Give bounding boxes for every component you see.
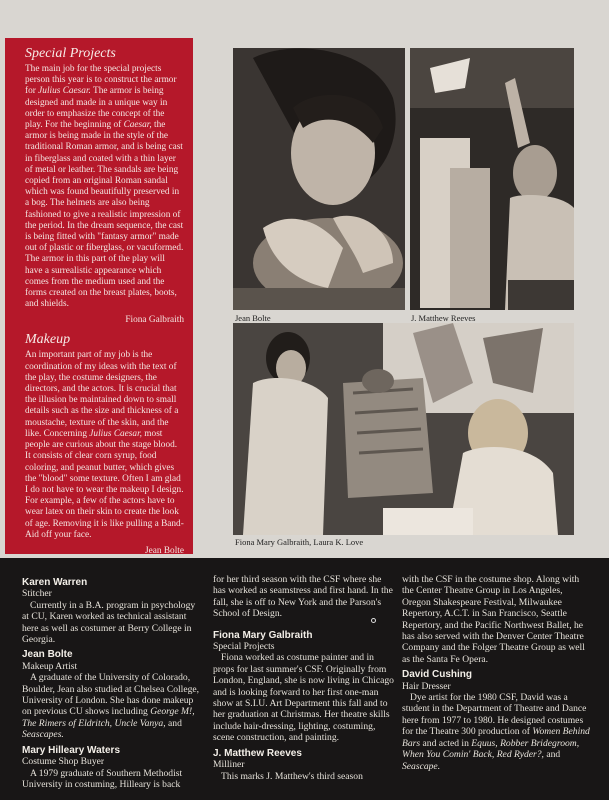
bios-column-1 [22, 573, 204, 790]
bio-text-fiona: Fiona worked as costume painter and in props for last summer's CSF. Originally from London, England, she is now living in Chicago and is looking forward to her first one-man show at S.I.U. Art Department this fall and to her graduation at Christmas. Her theatre skills include hair-dressing, lighting, costuming, scene construction, and painting. [213, 652, 394, 744]
bios-column-3 [402, 574, 590, 772]
caption-photo-3: Fiona Mary Galbraith, Laura K. Love [235, 537, 364, 547]
special-projects-text: The main job for the special projects person this year is to construct the armor for Julius Caesar. The armor is being designed and made in a unique way in order to emphasize the concept of the play. For the beginning of Caesar, the armor is being made in the style of the traditional Roman armor, and is being cast in fiberglass and coated with a thin layer of metal or leather. The sandals are being copied from an original Roman sandal which was found beautifully preserved in a bog. The helmets are also being fashioned to give a realistic impression of the period. In the dream sequence, the cast is being fitted with "fantasy armor" made out of plastic or fiberglass, or vacuformed. The armor in this part of the play will have a surrealistic appearance which comes from the medium used and the forms created on the breast plates, boots, and shields. [25, 64, 184, 310]
makeup-text: An important part of my job is the coordination of my ideas with the text of the play, the costume designers, the directors, and the actors. It is crucial that the illusion be maintained down to small details such as the size and thickness of a moustache, texture of the skin, and the like. Concerning Julius Caesar, most people are curious about the stage blood. It consists of clear corn syrup, food coloring, and peanut butter, which gives the "blood" some texture. Often I am glad I do not have to wear the makeup I design. For example, a few of the actors have to wear latex on their skin to create the look of age. Removing it is like pulling a Band-Aid off your face. [25, 350, 184, 540]
bio-text-mary-a: A 1979 graduate of Southern Methodist University in costuming, Hilleary is back [22, 767, 183, 790]
bio-text-matthew-a: This marks J. Matthew's third season [221, 770, 363, 782]
bio-role-david: Hair Dresser [402, 680, 451, 692]
bio-text-jean: A graduate of the University of Colorado, Boulder, Jean also studied at Chelsea College, University of London. She has done makeup on previous CU shows including George M!, The Rimers of Eldritch, Uncle Vanya, and Seascapes. [22, 672, 200, 741]
photo-matthew-reeves [410, 48, 574, 310]
bio-role-matthew: Milliner [213, 759, 245, 771]
bio-name-david: David Cushing [402, 669, 473, 681]
bio-role-jean: Makeup Artist [22, 660, 78, 672]
bio-role-mary: Costume Shop Buyer [22, 756, 105, 768]
bio-name-karen: Karen Warren [22, 577, 88, 588]
bio-text-david: Dye artist for the 1980 CSF, David was a student in the Department of Theatre and Dance here from 1977 to 1980. He designed costumes for the Theatre 300 production of Women Behind Bars and acted in Equus, Robber Bridegroom, When You Comin' Back, Red Ryder?, and Seascape. [402, 692, 590, 772]
special-projects-signature: Fiona Galbraith [125, 315, 184, 326]
caption-photo-2: J. Matthew Reeves [411, 313, 476, 323]
makeup-heading: Makeup [25, 332, 71, 348]
caption-photo-1: Jean Bolte [235, 313, 271, 323]
bio-name-mary: Mary Hilleary Waters [22, 744, 121, 756]
bio-role-fiona: Special Projects [213, 641, 275, 653]
bio-name-matthew: J. Matthew Reeves [213, 747, 302, 759]
bio-name-fiona: Fiona Mary Galbraith [213, 629, 313, 641]
bio-role-karen: Stitcher [22, 588, 52, 600]
bio-text-karen: Currently in a B.A. program in psychology at CU, Karen worked as technical assistant here as well as costumer at Berry College in Georgia. [22, 599, 196, 646]
decorative-dot [371, 618, 376, 623]
red-sidebar [5, 38, 193, 554]
bio-text-mary-b: for her third season with the CSF where she has worked as seamstress and first hand. In the fall, she is off to New York and the Parson's School of Design. [213, 574, 393, 620]
photo-galbraith-love [233, 323, 574, 535]
makeup-signature: Jean Bolte [145, 545, 184, 556]
special-projects-heading: Special Projects [25, 46, 116, 61]
bios-column-2 [213, 574, 396, 782]
bio-name-jean: Jean Bolte [22, 649, 73, 661]
bio-text-matthew-b: with the CSF in the costume shop. Along with the Center Theatre Group in Los Angeles, Oregon Shakespeare Festival, Milwaukee Repertory, A.C.T. in San Francisco, Seattle Repertory, and the Pacific Northwest Ballet, he has also served with the Denver Center Theatre Company and the Folger Theatre Group as well as the Santa Fe Opera. [402, 574, 585, 665]
photo-jean-bolte [233, 48, 405, 310]
